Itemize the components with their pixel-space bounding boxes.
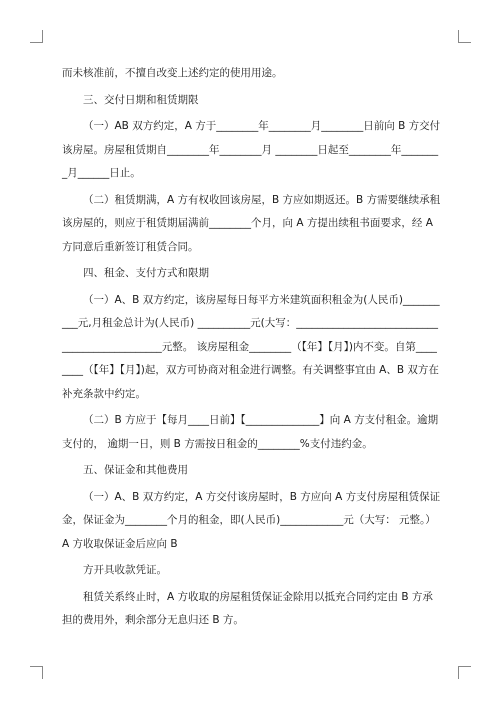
crop-mark-bottom-right	[458, 666, 471, 679]
paragraph-rent-amount: （一）A、B 双方约定，该房屋每日每平方米建筑面积租金为(人民币)__________元,月租金总计为(人民币) __________元(大写：______________________________________________元整。 该房屋租金________（【年】【月】)内不变。自第________（【年】【月】)起，双方可协商对租金进行调整。有关调整事宜由 A、B 双方在补充条款中约定。	[62, 293, 440, 400]
section-heading-delivery: 三、交付日期和租赁期限	[83, 93, 199, 106]
paragraph-rent-payment: （二）B 方应于【每月____日前】【______________】向 A 方支付租金。逾期支付的， 逾期一日，则 B 方需按日租金的________%支付违约金。	[62, 414, 439, 450]
crop-mark-top-left	[30, 30, 43, 43]
paragraph-usage-clause: 而未核准前，不擅自改变上述约定的使用用途。	[62, 67, 283, 79]
crop-mark-top-right	[458, 30, 471, 43]
document-body	[62, 62, 442, 633]
paragraph-receipt: 方开具收款凭证。	[83, 564, 167, 576]
paragraph-lease-renewal: （二）租赁期满，A 方有权收回该房屋，B 方应如期返还。B 方需要继续承租该房屋的，则应于租赁期届满前________个月，向 A 方提出续租书面要求，经 A 方同意后重新签订租赁合同。	[62, 193, 441, 253]
crop-mark-bottom-left	[30, 666, 43, 679]
section-heading-rent: 四、租金、支付方式和限期	[83, 267, 209, 279]
paragraph-deposit: （一）A、B 双方约定，A 方交付该房屋时，B 方应向 A 方支付房屋租赁保证金，保证金为________个月的租金，即(人民币)____________元（大写： 元整。）A 方收取保证金后应向 B	[62, 490, 441, 550]
paragraph-deposit-return: 租赁关系终止时，A 方收取的房屋租赁保证金除用以抵充合同约定由 B 方承担的费用外，剩余部分无息归还 B 方。	[62, 590, 433, 626]
section-heading-deposit: 五、保证金和其他费用	[83, 464, 188, 476]
paragraph-delivery-dates: （一）AB 双方约定，A 方于________年________月________日前向 B 方交付该房屋。房屋租赁期自________年________月 ________日起至________年________月______日止。	[62, 120, 441, 179]
